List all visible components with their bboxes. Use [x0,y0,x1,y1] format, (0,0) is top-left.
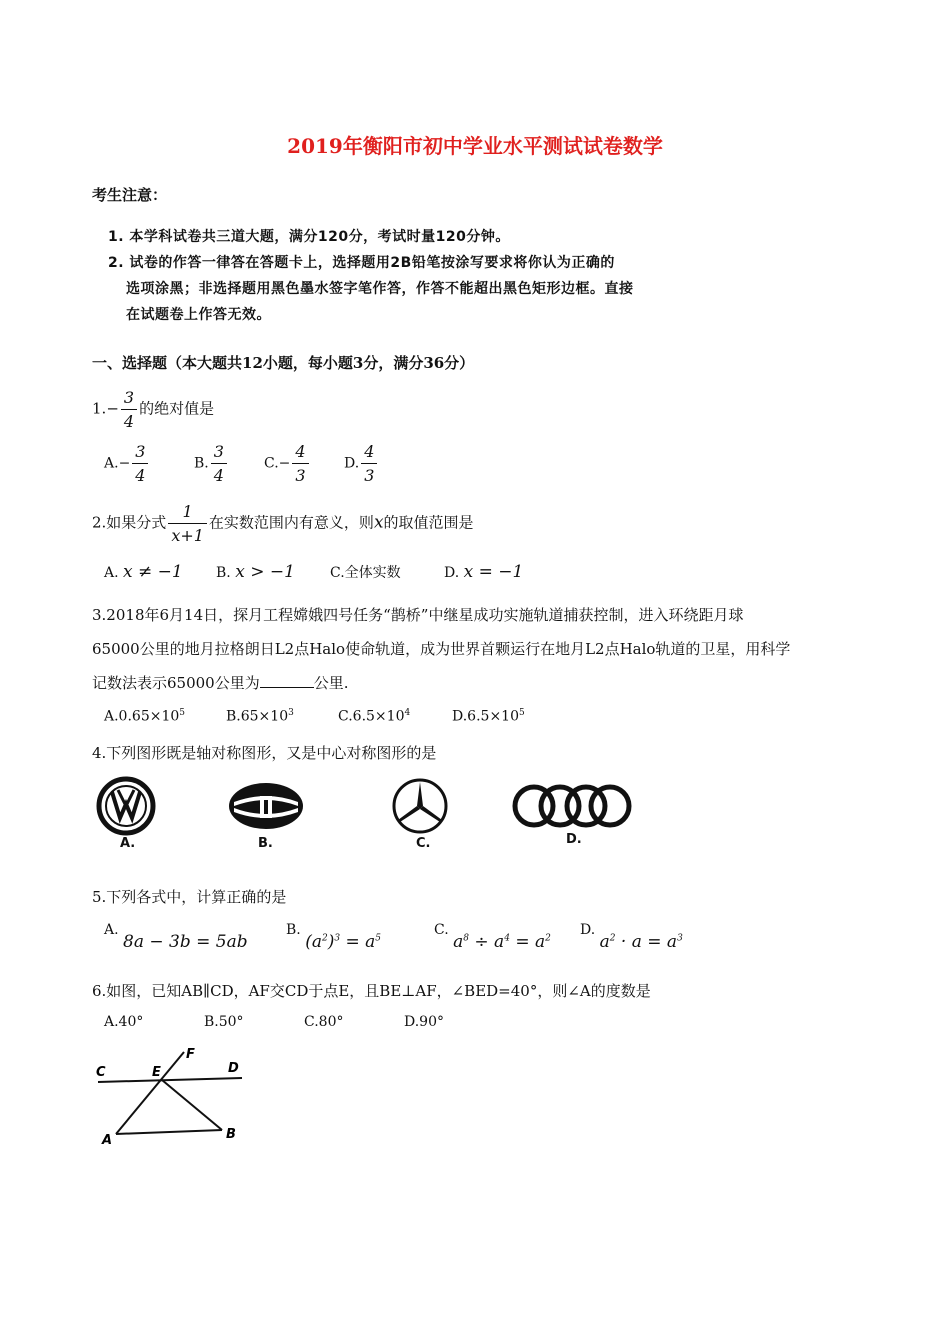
logo-label-c: C. [416,836,431,851]
q1-option-c: C.− $\frac{4}{3}$ [264,442,311,485]
q5-option-c: C. $a^8 \div a^4 = a^2$ [434,922,551,952]
audi-logo-icon [510,780,634,832]
question-3-line-2: 65000公里的地月拉格朗日L2点Halo使命轨道，成为世界首颗运行在地月L2点Halo轨道的卫星，用科学 [92,640,791,658]
question-1: 1.− $\frac{3}{4}$ 的绝对值是 [92,388,215,431]
question-6: 6.如图，已知AB∥CD，AF交CD于点E，且BE⊥AF，∠BED=40°，则∠A的度数是 [92,982,651,1000]
vw-logo-icon [96,776,156,836]
answer-blank [260,673,314,688]
question-4: 4.下列图形既是轴对称图形，又是中心对称图形的是 [92,744,437,762]
q5-option-d: D. $a^2 \cdot a = a^3$ [580,922,683,952]
logo-label-d: D. [566,832,582,847]
notice-line-1: 1. 本学科试卷共三道大题，满分120分，考试时量120分钟。 [108,229,510,245]
label-b: B [226,1127,236,1142]
notice-line-3: 选项涂黑；非选择题用黑色墨水签字笔作答，作答不能超出黑色矩形边框。直接 [126,281,634,297]
logo-label-b: B. [258,836,273,851]
q1-option-a: A.− $\frac{3}{4}$ [104,442,150,485]
q2-option-d: D. x = −1 [444,562,524,582]
fraction: $\frac{3}{4}$ [121,388,137,431]
label-a: A [102,1133,113,1148]
logo-label-a: A. [120,836,136,851]
faw-logo-icon [226,780,306,832]
label-f: F [186,1047,195,1062]
benz-logo-icon [390,776,450,836]
q3-option-d: $D.6.5\times 10^5$ [452,708,525,725]
question-3-line-3: 记数法表示65000公里为 公里. [92,674,349,692]
question-3-line-1: 3.2018年6月14日，探月工程嫦娥四号任务“鹊桥”中继星成功实施轨道捕获控制，进入环绕距月球 [92,606,744,624]
label-e: E [152,1065,161,1080]
q5-option-b: B. $(a^2)^3 = a^5$ [286,922,382,952]
q2-option-b: B. x > −1 [216,562,295,582]
notice-line-4: 在试题卷上作答无效。 [126,307,271,323]
q2-option-a: A. x ≠ −1 [104,562,183,582]
q3-option-a: $A.0.65\times 10^5$ [104,708,186,725]
q1-option-d: D. $\frac{4}{3}$ [344,442,379,485]
q6-option-a: A.40° [104,1014,144,1030]
question-2: 2.如果分式 $\frac{1}{x+1}$ 在实数范围内有意义，则x的取值范围是 [92,502,474,545]
q6-option-b: B.50° [204,1014,244,1030]
q6-option-c: C.80° [304,1014,344,1030]
q3-option-c: $C.6.5\times 10^4$ [338,708,411,725]
page-title: 2019年衡阳市初中学业水平测试试卷数学 [287,134,663,158]
q5-option-a: A. 8a − 3b = 5ab [104,922,248,952]
q2-option-c: C.全体实数 [330,565,401,581]
section-heading: 一、选择题（本大题共12小题，每小题3分，满分36分） [92,354,475,372]
q1-option-b: B. $\frac{3}{4}$ [194,442,229,485]
label-d: D [228,1061,239,1076]
geometry-figure [92,1044,252,1148]
notice-line-2: 2. 试卷的作答一律答在答题卡上，选择题用2B铅笔按涂写要求将你认为正确的 [108,255,615,271]
label-c: C [96,1065,106,1080]
notice-heading: 考生注意： [92,186,168,204]
q3-option-b: $B.65\times 10^3$ [226,708,294,725]
question-5: 5.下列各式中，计算正确的是 [92,888,287,906]
q6-option-d: D.90° [404,1014,444,1030]
